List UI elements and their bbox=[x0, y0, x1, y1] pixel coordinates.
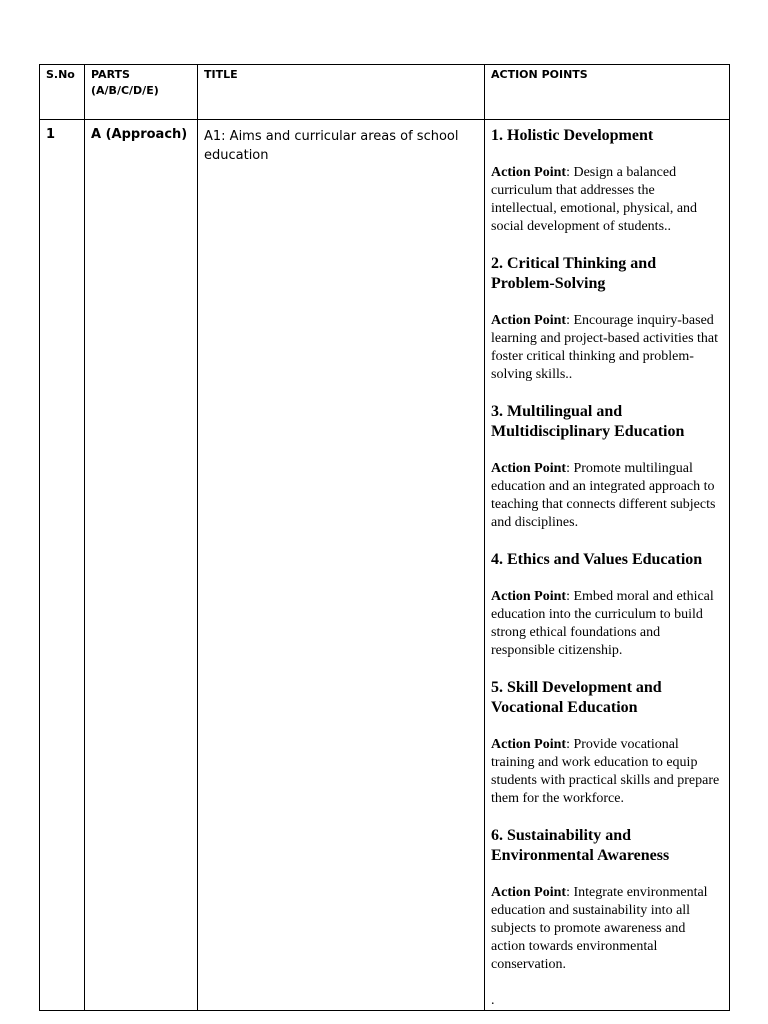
header-parts-line1: PARTS bbox=[91, 68, 130, 81]
action-point-text: : Promote multilingual education and an integrated approach to teaching that connects different subjects and disciplines. bbox=[491, 461, 716, 530]
action-point-label: Action Point bbox=[491, 885, 567, 900]
header-action-points: ACTION POINTS bbox=[485, 65, 730, 120]
action-point-text: : Embed moral and ethical education into the curriculum to build strong ethical foundations and responsible citizenship. bbox=[491, 589, 714, 658]
action-point-heading: 3. Multilingual and Multidisciplinary Education bbox=[491, 403, 685, 440]
header-row bbox=[40, 65, 730, 120]
header-sno: S.No bbox=[40, 65, 85, 120]
action-point-item bbox=[491, 402, 723, 532]
action-point-heading: 2. Critical Thinking and Problem-Solving bbox=[491, 255, 657, 292]
action-point-text: : Integrate environmental education and sustainability into all subjects to promote awareness and action towards environmental conservation. bbox=[491, 885, 708, 972]
row-sno: 1 bbox=[40, 120, 85, 1011]
action-point-body bbox=[491, 164, 723, 236]
action-point-heading: 4. Ethics and Values Education bbox=[491, 551, 703, 568]
header-parts bbox=[85, 65, 198, 120]
header-title: TITLE bbox=[198, 65, 485, 120]
header-parts-line2: (A/B/C/D/E) bbox=[91, 84, 159, 97]
action-point-body bbox=[491, 884, 723, 974]
action-point-item bbox=[491, 826, 723, 974]
action-point-body bbox=[491, 736, 723, 808]
table-row bbox=[40, 120, 730, 1011]
action-point-item bbox=[491, 254, 723, 384]
action-point-item bbox=[491, 550, 723, 660]
action-point-label: Action Point bbox=[491, 165, 567, 180]
action-point-text: : Design a balanced curriculum that addresses the intellectual, emotional, physical, and social development of students.. bbox=[491, 165, 698, 234]
action-point-label: Action Point bbox=[491, 313, 567, 328]
action-point-body bbox=[491, 312, 723, 384]
trailing-dot: . bbox=[491, 993, 495, 1008]
action-point-label: Action Point bbox=[491, 461, 567, 476]
action-point-body bbox=[491, 588, 723, 660]
action-point-heading: 6. Sustainability and Environmental Awareness bbox=[491, 827, 670, 864]
action-point-label: Action Point bbox=[491, 737, 567, 752]
action-point-label: Action Point bbox=[491, 589, 567, 604]
action-point-heading: 1. Holistic Development bbox=[491, 127, 654, 144]
action-point-item bbox=[491, 678, 723, 808]
action-point-text: : Provide vocational training and work education to equip students with practical skills and prepare them for the workforce. bbox=[491, 737, 720, 806]
action-point-text: : Encourage inquiry-based learning and project-based activities that foster critical thinking and problem-solving skills.. bbox=[491, 313, 719, 382]
row-title: A1: Aims and curricular areas of school education bbox=[198, 120, 485, 1011]
action-point-heading: 5. Skill Development and Vocational Education bbox=[491, 679, 662, 716]
row-part: A (Approach) bbox=[85, 120, 198, 1011]
action-point-body bbox=[491, 460, 723, 532]
action-point-item bbox=[491, 126, 723, 236]
row-action-points bbox=[485, 120, 730, 1011]
action-plan-table bbox=[39, 64, 730, 1011]
